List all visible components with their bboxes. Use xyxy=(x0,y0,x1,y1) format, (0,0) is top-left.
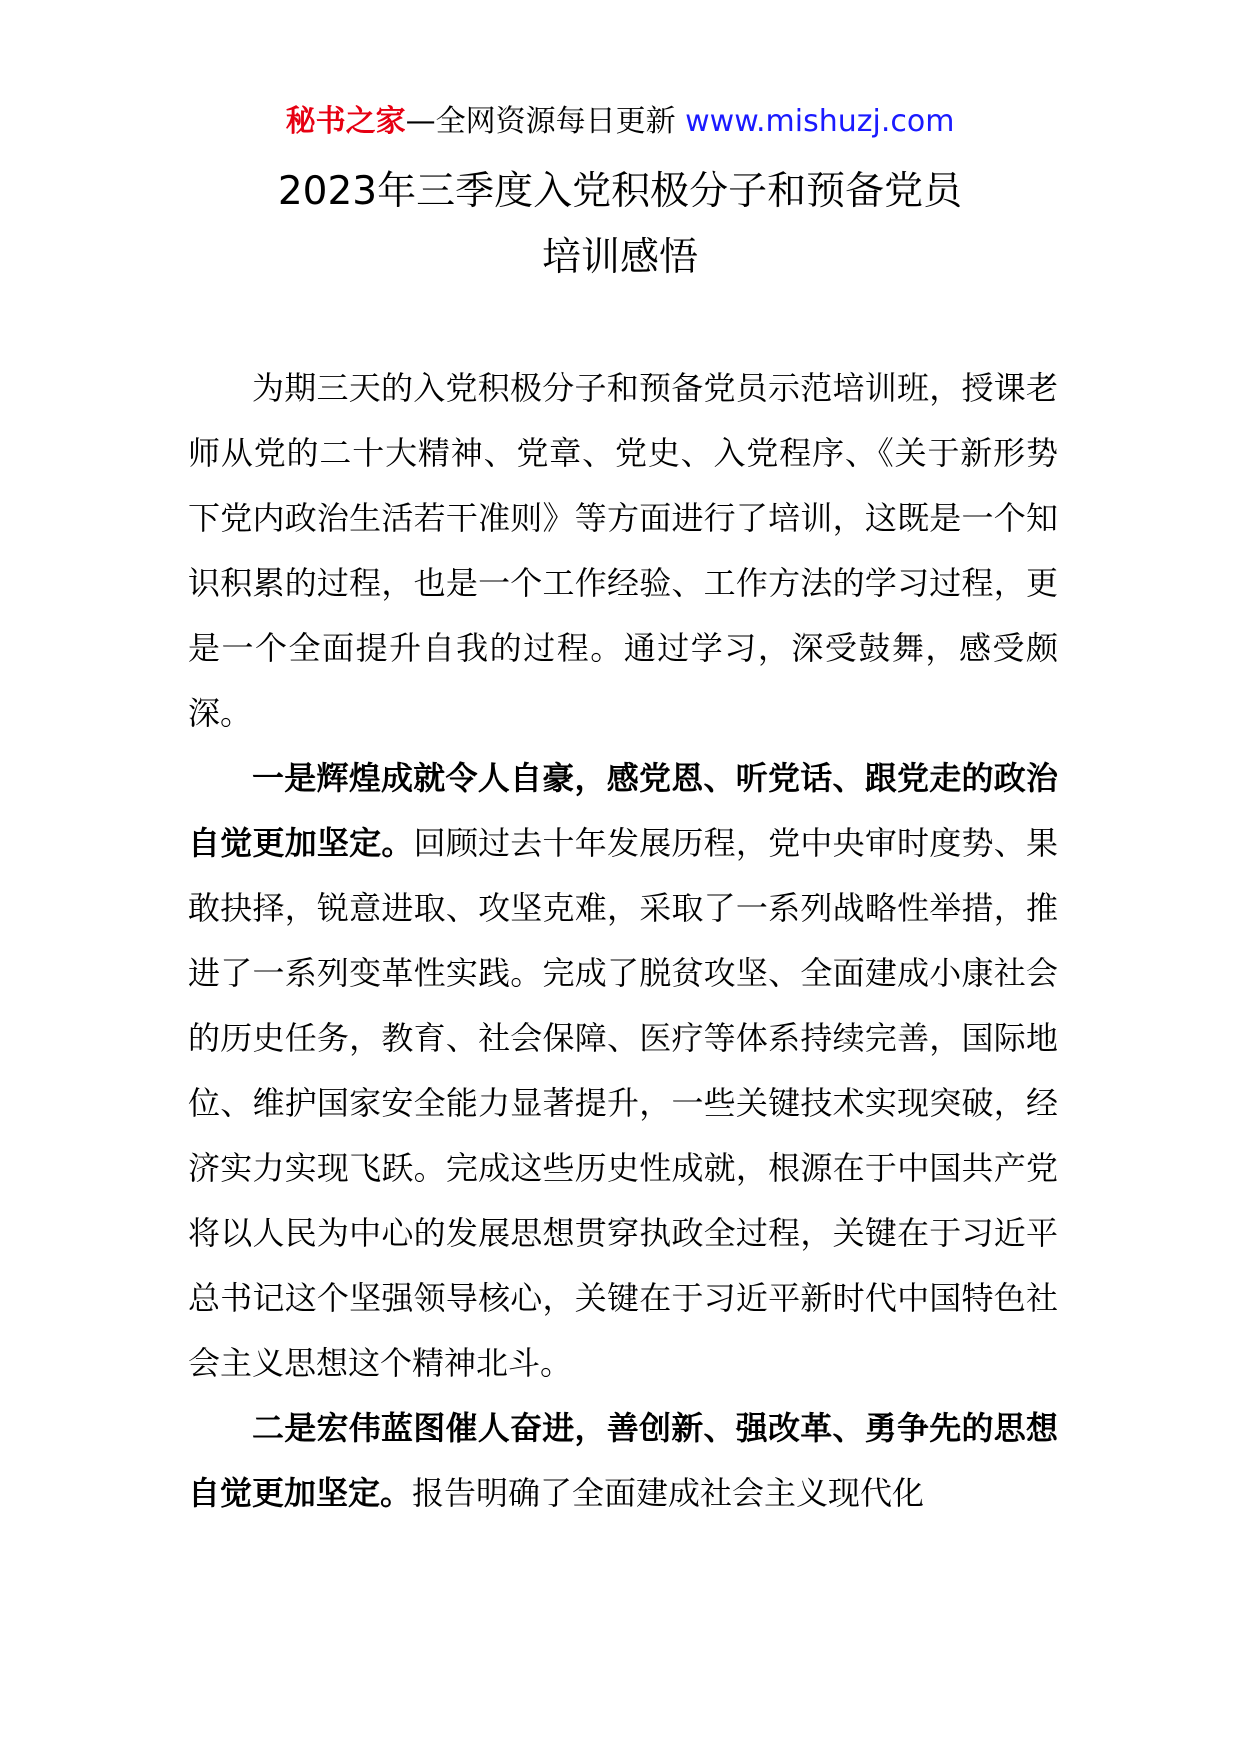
paragraph-lead: 二是宏伟蓝图催人奋进，善创新、强改革、勇争先的思想自觉更加坚定。 xyxy=(188,1409,1058,1512)
paragraph-text: 回顾过去十年发展历程，党中央审时度势、果敢抉择，锐意进取、攻坚克难，采取了一系列战略性举措，推进了一系列变革性实践。完成了脱贫攻坚、全面建成小康社会的历史任务，教育、社会保障、医疗等体系持续完善，国际地位、维护国家安全能力显著提升，一些关键技术实现突破，经济实力实现飞跃。完成这些历史性成就，根源在于中国共产党将以人民为中心的发展思想贯穿执政全过程，关键在于习近平总书记这个坚强领导核心，关键在于习近平新时代中国特色社会主义思想这个精神北斗。 xyxy=(188,824,1058,1382)
document-title-line-1: 2023年三季度入党积极分子和预备党员 xyxy=(277,169,963,214)
paragraph xyxy=(188,746,1058,1396)
paragraph-lead: 一是辉煌成就令人自豪，感党恩、听党话、跟党走的政治自觉更加坚定。 xyxy=(188,759,1058,862)
site-header xyxy=(0,100,1240,144)
paragraph xyxy=(188,356,1058,746)
document-body xyxy=(188,356,1058,1526)
paragraph xyxy=(188,1396,1058,1526)
paragraph-text: 为期三天的入党积极分子和预备党员示范培训班，授课老师从党的二十大精神、党章、党史、入党程序、《关于新形势下党内政治生活若干准则》等方面进行了培训，这既是一个知识积累的过程，也是一个工作经验、工作方法的学习过程，更是一个全面提升自我的过程。通过学习，深受鼓舞，感受颇深。 xyxy=(188,369,1058,732)
paragraph-text: 报告明确了全面建成社会主义现代化 xyxy=(412,1474,925,1512)
site-url-link[interactable]: www.mishuzj.com xyxy=(685,104,955,139)
header-slogan: —全网资源每日更新 xyxy=(405,104,686,139)
document-title-line-2: 培训感悟 xyxy=(541,235,698,280)
brand-name: 秘书之家 xyxy=(285,104,406,139)
